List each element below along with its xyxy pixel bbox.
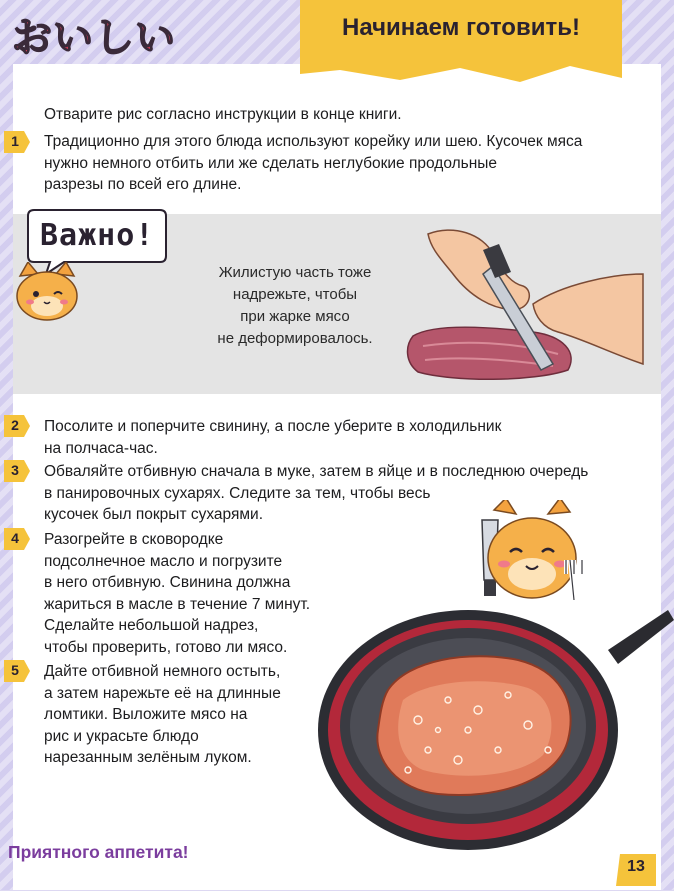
step-number-badge: 2 bbox=[4, 415, 30, 437]
closing-text: Приятного аппетита! bbox=[8, 842, 189, 862]
step-4-text: Разогрейте в сковородке подсолнечное масло и погрузите в него отбивную. Свинина должна жариться в масле в течение 7 минут. Сделайте небольшой надрез, чтобы проверить, готово ли мясо. bbox=[44, 531, 311, 656]
step-1-text: Традиционно для этого блюда используют корейку или шею. Кусочек мяса нужно немного отбить или же сделать неглубокие продольные разрезы по всей его длине. bbox=[44, 133, 583, 193]
step-number-badge: 3 bbox=[4, 460, 30, 482]
step-number-badge: 5 bbox=[4, 660, 30, 682]
page-title: Начинаем готовить! bbox=[342, 14, 580, 41]
important-note-text: Жилистую часть тоже надрежьте, чтобы при жарке мясо не деформировалось. bbox=[217, 264, 373, 347]
step-3-text: Обваляйте отбивную сначала в муке, затем в яйце и в последнюю очередь в панировочных сухарях. Следите за тем, чтобы весь кусочек был покрыт сухарями. bbox=[44, 463, 589, 523]
page-number-badge bbox=[616, 852, 656, 886]
step-2-text: Посолите и поперчите свинину, а после уберите в холодильник на полчаса-час. bbox=[44, 418, 502, 457]
intro-text: Отварите рис согласно инструкции в конце книги. bbox=[44, 106, 402, 123]
cat-mascot-icon bbox=[14, 262, 80, 322]
step-number-badge: 4 bbox=[4, 528, 30, 550]
page-number: 13 bbox=[627, 858, 645, 875]
step-5-text: Дайте отбивной немного остыть, а затем нарежьте её на длинные ломтики. Выложите мясо на рис и украсьте блюдо нарезанным зелёным луком. bbox=[44, 663, 281, 766]
step-number-badge: 1 bbox=[4, 131, 30, 153]
title-banner bbox=[300, 0, 622, 88]
logo-text: おいしい bbox=[12, 15, 176, 61]
important-label: Важно! bbox=[40, 218, 155, 253]
frying-pan-cutlet-illustration bbox=[318, 580, 674, 870]
